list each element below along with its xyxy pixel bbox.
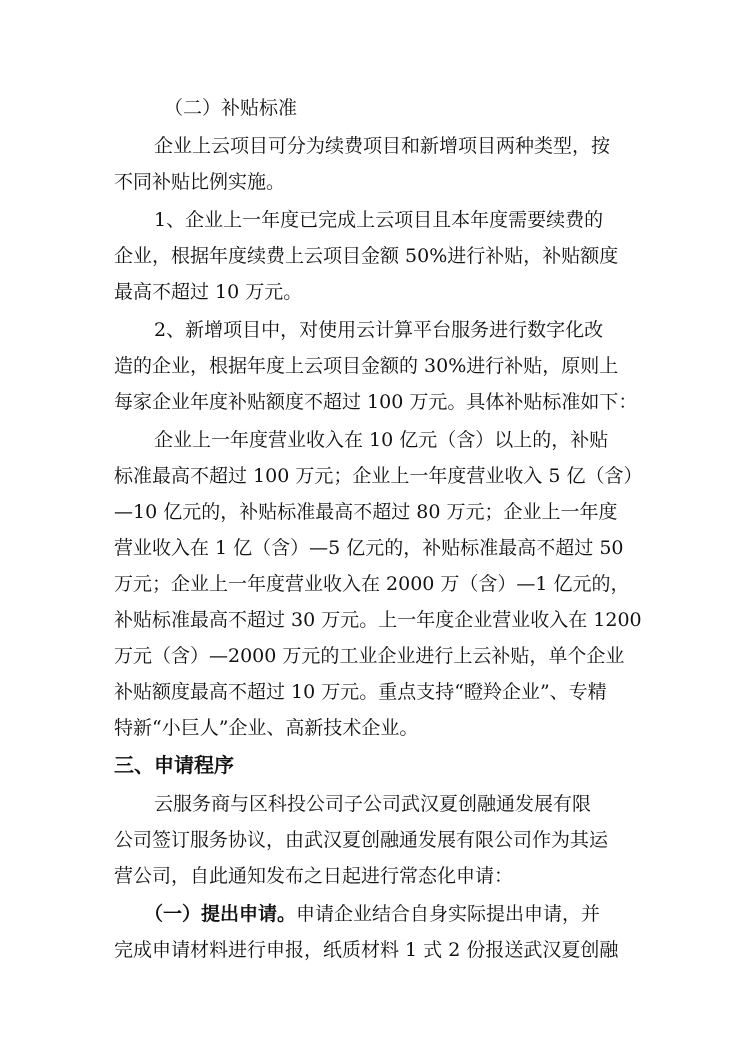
paragraph-line: 造的企业，根据年度上云项目金额的 30%进行补贴，原则上 bbox=[114, 355, 619, 377]
paragraph-line: 公司签订服务协议，由武汉夏创融通发展有限公司作为其运 bbox=[114, 829, 609, 851]
subsection-title: （一）提出申请。 bbox=[144, 903, 297, 925]
paragraph-line: 营业收入在 1 亿（含）—5 亿元的，补贴标准最高不超过 50 bbox=[114, 537, 624, 559]
paragraph-line: 营公司，自此通知发布之日起进行常态化申请： bbox=[114, 865, 514, 887]
paragraph-line: 不同补贴比例实施。 bbox=[114, 171, 286, 193]
section-heading: 三、申请程序 bbox=[114, 753, 234, 777]
paragraph-line: 2、新增项目中，对使用云计算平台服务进行数字化改 bbox=[154, 319, 604, 341]
paragraph-line: 万元；企业上一年度营业收入在 2000 万（含）—1 亿元的， bbox=[114, 573, 630, 595]
paragraph-line: 企业，根据年度续费上云项目金额 50%进行补贴，补贴额度 bbox=[114, 245, 619, 267]
paragraph-line: 完成申请材料进行申报，纸质材料 1 式 2 份报送武汉夏创融 bbox=[114, 939, 619, 961]
paragraph-line bbox=[144, 902, 600, 926]
paragraph-line: —10 亿元的，补贴标准最高不超过 80 万元；企业上一年度 bbox=[114, 501, 618, 523]
paragraph-line: 补贴额度最高不超过 10 万元。重点支持“瞪羚企业”、专精 bbox=[114, 681, 607, 703]
paragraph-line: 特新“小巨人”企业、高新技术企业。 bbox=[114, 717, 419, 739]
paragraph-line: 每家企业年度补贴额度不超过 100 万元。具体补贴标准如下： bbox=[114, 391, 638, 413]
paragraph-line: 最高不超过 10 万元。 bbox=[114, 281, 303, 303]
paragraph-line: 标准最高不超过 100 万元；企业上一年度营业收入 5 亿（含） bbox=[114, 465, 643, 487]
paragraph-line: 云服务商与区科投公司子公司武汉夏创融通发展有限 bbox=[154, 793, 592, 815]
paragraph-line: 企业上云项目可分为续费项目和新增项目两种类型，按 bbox=[154, 135, 611, 157]
subheading: （二）补贴标准 bbox=[164, 97, 298, 119]
paragraph-text: 申请企业结合自身实际提出申请，并 bbox=[296, 903, 601, 925]
paragraph-line: 万元（含）—2000 万元的工业企业进行上云补贴，单个企业 bbox=[114, 645, 625, 667]
paragraph-line: 补贴标准最高不超过 30 万元。上一年度企业营业收入在 1200 bbox=[114, 609, 642, 631]
paragraph-line: 企业上一年度营业收入在 10 亿元（含）以上的，补贴 bbox=[154, 429, 609, 451]
paragraph-line: 1、企业上一年度已完成上云项目且本年度需要续费的 bbox=[154, 209, 604, 231]
